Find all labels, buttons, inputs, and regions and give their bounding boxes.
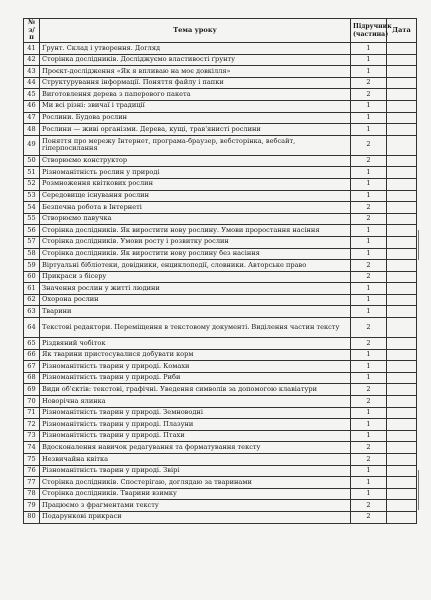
textbook-part: 2 bbox=[351, 396, 387, 408]
lesson-date bbox=[387, 500, 417, 512]
lesson-topic: Сторінка дослідників. Спостерігаю, доглядаю за тваринами bbox=[40, 477, 351, 489]
lesson-topic: Різдвяний чобіток bbox=[40, 338, 351, 350]
table-row bbox=[24, 283, 417, 295]
lesson-date bbox=[387, 372, 417, 384]
lesson-topic: Безпечна робота в Інтернеті bbox=[40, 202, 351, 214]
lesson-topic: Різноманітність тварин у природі. Земноводні bbox=[40, 407, 351, 419]
lesson-topic: Сторінка дослідників. Як виростити нову рослину без насіння bbox=[40, 248, 351, 260]
lesson-date bbox=[387, 100, 417, 112]
table-row bbox=[24, 124, 417, 136]
textbook-part: 2 bbox=[351, 384, 387, 396]
header-number: № з/п bbox=[24, 19, 40, 43]
table-row bbox=[24, 178, 417, 190]
textbook-part: 2 bbox=[351, 454, 387, 466]
lesson-number: 45 bbox=[24, 89, 40, 101]
table-row bbox=[24, 500, 417, 512]
table-row bbox=[24, 155, 417, 167]
lesson-number: 49 bbox=[24, 135, 40, 155]
lesson-topic: Сторінка дослідників. Як виростити нову рослину. Умови проростання насіння bbox=[40, 225, 351, 237]
lesson-topic: Створюємо конструктор bbox=[40, 155, 351, 167]
lesson-topic: Віртуальні бібліотеки, довідники, енциклопедії, словники. Авторське право bbox=[40, 260, 351, 272]
textbook-part: 1 bbox=[351, 54, 387, 66]
textbook-part: 2 bbox=[351, 77, 387, 89]
lesson-number: 70 bbox=[24, 396, 40, 408]
table-row bbox=[24, 430, 417, 442]
textbook-part: 2 bbox=[351, 135, 387, 155]
table-row bbox=[24, 202, 417, 214]
table-row bbox=[24, 511, 417, 523]
lesson-date bbox=[387, 384, 417, 396]
textbook-part: 1 bbox=[351, 349, 387, 361]
textbook-part: 1 bbox=[351, 283, 387, 295]
lesson-topic: Створюємо павучка bbox=[40, 213, 351, 225]
lesson-date bbox=[387, 511, 417, 523]
lesson-topic: Охорона рослин bbox=[40, 294, 351, 306]
lesson-topic: Новорічна ялинка bbox=[40, 396, 351, 408]
lesson-topic: Прикраси з бісеру bbox=[40, 271, 351, 283]
lesson-topic: Тварини bbox=[40, 306, 351, 318]
lesson-date bbox=[387, 361, 417, 373]
lesson-number: 44 bbox=[24, 77, 40, 89]
lesson-topic: Поняття про мережу Інтернет, програма-браузер, вебсторінка, вебсайт, гіперпосилання bbox=[40, 135, 351, 155]
lesson-topic: Сторінка дослідників. Досліджуємо властивості ґрунту bbox=[40, 54, 351, 66]
lesson-date bbox=[387, 488, 417, 500]
lesson-date bbox=[387, 155, 417, 167]
lesson-date bbox=[387, 349, 417, 361]
textbook-part: 1 bbox=[351, 372, 387, 384]
lesson-date bbox=[387, 442, 417, 454]
lesson-topic: Розмноження квіткових рослин bbox=[40, 178, 351, 190]
textbook-part: 2 bbox=[351, 155, 387, 167]
lesson-topic: Різноманітність тварин у природі. Птахи bbox=[40, 430, 351, 442]
lesson-date bbox=[387, 167, 417, 179]
lesson-number: 68 bbox=[24, 372, 40, 384]
table-row bbox=[24, 477, 417, 489]
lesson-date bbox=[387, 202, 417, 214]
table-row bbox=[24, 384, 417, 396]
table-row bbox=[24, 372, 417, 384]
textbook-part: 1 bbox=[351, 407, 387, 419]
lesson-topic: Виготовлення дерева з паперового пакета bbox=[40, 89, 351, 101]
lesson-date bbox=[387, 430, 417, 442]
lesson-date bbox=[387, 465, 417, 477]
table-row bbox=[24, 306, 417, 318]
lesson-plan-table bbox=[23, 18, 417, 524]
lesson-number: 78 bbox=[24, 488, 40, 500]
lesson-date bbox=[387, 135, 417, 155]
table-row bbox=[24, 338, 417, 350]
lesson-date bbox=[387, 407, 417, 419]
lesson-date bbox=[387, 66, 417, 78]
table-row bbox=[24, 43, 417, 55]
lesson-number: 77 bbox=[24, 477, 40, 489]
lesson-number: 69 bbox=[24, 384, 40, 396]
table-row bbox=[24, 248, 417, 260]
table-row bbox=[24, 66, 417, 78]
textbook-part: 1 bbox=[351, 66, 387, 78]
lesson-number: 48 bbox=[24, 124, 40, 136]
lesson-number: 46 bbox=[24, 100, 40, 112]
lesson-topic: Незвичайна квітка bbox=[40, 454, 351, 466]
textbook-part: 1 bbox=[351, 248, 387, 260]
lesson-topic: Різноманітність тварин у природі. Звірі bbox=[40, 465, 351, 477]
lesson-number: 53 bbox=[24, 190, 40, 202]
scan-edge-mark bbox=[418, 470, 419, 510]
lesson-date bbox=[387, 248, 417, 260]
lesson-number: 43 bbox=[24, 66, 40, 78]
lesson-topic: Значення рослин у житті людини bbox=[40, 283, 351, 295]
textbook-part: 2 bbox=[351, 442, 387, 454]
lesson-number: 72 bbox=[24, 419, 40, 431]
table-row bbox=[24, 454, 417, 466]
lesson-topic: Ми всі різні: звичаї і традиції bbox=[40, 100, 351, 112]
header-lesson-topic: Тема уроку bbox=[40, 19, 351, 43]
textbook-part: 1 bbox=[351, 190, 387, 202]
table-header-row bbox=[24, 19, 417, 43]
table-row bbox=[24, 488, 417, 500]
lesson-number: 51 bbox=[24, 167, 40, 179]
lesson-date bbox=[387, 454, 417, 466]
lesson-number: 80 bbox=[24, 511, 40, 523]
lesson-number: 58 bbox=[24, 248, 40, 260]
table-row bbox=[24, 77, 417, 89]
textbook-part: 1 bbox=[351, 124, 387, 136]
lesson-number: 62 bbox=[24, 294, 40, 306]
lesson-date bbox=[387, 338, 417, 350]
textbook-part: 2 bbox=[351, 500, 387, 512]
lesson-number: 60 bbox=[24, 271, 40, 283]
textbook-part: 2 bbox=[351, 260, 387, 272]
lesson-topic: Проєкт-дослідження «Як я впливаю на моє довкілля» bbox=[40, 66, 351, 78]
lesson-date bbox=[387, 236, 417, 248]
textbook-part: 2 bbox=[351, 511, 387, 523]
table-row bbox=[24, 213, 417, 225]
lesson-topic: Різноманітність рослин у природі bbox=[40, 167, 351, 179]
textbook-part: 2 bbox=[351, 89, 387, 101]
table-row bbox=[24, 349, 417, 361]
table-row bbox=[24, 318, 417, 338]
textbook-part: 1 bbox=[351, 361, 387, 373]
lesson-date bbox=[387, 260, 417, 272]
lesson-date bbox=[387, 54, 417, 66]
lesson-number: 52 bbox=[24, 178, 40, 190]
textbook-part: 2 bbox=[351, 202, 387, 214]
lesson-number: 47 bbox=[24, 112, 40, 124]
table-row bbox=[24, 135, 417, 155]
lesson-number: 57 bbox=[24, 236, 40, 248]
lesson-date bbox=[387, 190, 417, 202]
lesson-number: 65 bbox=[24, 338, 40, 350]
lesson-number: 56 bbox=[24, 225, 40, 237]
lesson-date bbox=[387, 178, 417, 190]
textbook-part: 1 bbox=[351, 488, 387, 500]
lesson-number: 59 bbox=[24, 260, 40, 272]
table-row bbox=[24, 294, 417, 306]
lesson-topic: Текстові редактори. Переміщення в текстовому документі. Виділення частин тексту bbox=[40, 318, 351, 338]
lesson-number: 61 bbox=[24, 283, 40, 295]
table-row bbox=[24, 465, 417, 477]
lesson-date bbox=[387, 419, 417, 431]
lesson-topic: Різноманітність тварин у природі. Плазуни bbox=[40, 419, 351, 431]
lesson-date bbox=[387, 294, 417, 306]
lesson-topic: Види об'єктів: текстові, графічні. Уведення символів за допомогою клавіатури bbox=[40, 384, 351, 396]
table-body bbox=[24, 43, 417, 524]
table-row bbox=[24, 419, 417, 431]
lesson-topic: Різноманітність тварин у природі. Комахи bbox=[40, 361, 351, 373]
table-row bbox=[24, 396, 417, 408]
table-row bbox=[24, 442, 417, 454]
lesson-date bbox=[387, 396, 417, 408]
lesson-date bbox=[387, 112, 417, 124]
lesson-topic: Ґрунт. Склад і утворення. Догляд bbox=[40, 43, 351, 55]
textbook-part: 1 bbox=[351, 477, 387, 489]
lesson-date bbox=[387, 77, 417, 89]
table-row bbox=[24, 260, 417, 272]
lesson-date bbox=[387, 318, 417, 338]
textbook-part: 1 bbox=[351, 178, 387, 190]
table-row bbox=[24, 100, 417, 112]
textbook-part: 1 bbox=[351, 236, 387, 248]
lesson-date bbox=[387, 124, 417, 136]
lesson-date bbox=[387, 213, 417, 225]
textbook-part: 1 bbox=[351, 306, 387, 318]
lesson-number: 55 bbox=[24, 213, 40, 225]
header-date: Дата bbox=[387, 19, 417, 43]
lesson-number: 67 bbox=[24, 361, 40, 373]
textbook-part: 1 bbox=[351, 225, 387, 237]
textbook-part: 1 bbox=[351, 294, 387, 306]
lesson-number: 75 bbox=[24, 454, 40, 466]
lesson-topic: Рослини. Будова рослин bbox=[40, 112, 351, 124]
lesson-number: 71 bbox=[24, 407, 40, 419]
table-row bbox=[24, 54, 417, 66]
lesson-date bbox=[387, 43, 417, 55]
table-row bbox=[24, 112, 417, 124]
table-row bbox=[24, 225, 417, 237]
table-row bbox=[24, 190, 417, 202]
lesson-date bbox=[387, 306, 417, 318]
table-row bbox=[24, 271, 417, 283]
lesson-topic: Рослини — живі організми. Дерева, кущі, трав'янисті рослини bbox=[40, 124, 351, 136]
textbook-part: 1 bbox=[351, 430, 387, 442]
lesson-date bbox=[387, 283, 417, 295]
lesson-topic: Подарункові прикраси bbox=[40, 511, 351, 523]
table-row bbox=[24, 236, 417, 248]
lesson-topic: Вдосконалення навичок редагування та форматування тексту bbox=[40, 442, 351, 454]
scan-edge-mark bbox=[418, 230, 419, 260]
lesson-topic: Середовище існування рослин bbox=[40, 190, 351, 202]
lesson-date bbox=[387, 271, 417, 283]
lesson-number: 54 bbox=[24, 202, 40, 214]
textbook-part: 1 bbox=[351, 112, 387, 124]
textbook-part: 2 bbox=[351, 318, 387, 338]
lesson-topic: Сторінка дослідників. Тварини взимку bbox=[40, 488, 351, 500]
lesson-date bbox=[387, 225, 417, 237]
lesson-date bbox=[387, 477, 417, 489]
lesson-topic: Структурування інформації. Поняття файлу і папки bbox=[40, 77, 351, 89]
table-row bbox=[24, 89, 417, 101]
table-row bbox=[24, 167, 417, 179]
textbook-part: 2 bbox=[351, 338, 387, 350]
lesson-number: 76 bbox=[24, 465, 40, 477]
textbook-part: 2 bbox=[351, 271, 387, 283]
header-textbook-part: Підручник (частина) bbox=[351, 19, 387, 43]
lesson-number: 41 bbox=[24, 43, 40, 55]
textbook-part: 1 bbox=[351, 100, 387, 112]
lesson-topic: Працюємо з фрагментами тексту bbox=[40, 500, 351, 512]
textbook-part: 1 bbox=[351, 419, 387, 431]
textbook-part: 1 bbox=[351, 465, 387, 477]
lesson-number: 66 bbox=[24, 349, 40, 361]
lesson-number: 79 bbox=[24, 500, 40, 512]
lesson-number: 63 bbox=[24, 306, 40, 318]
table-row bbox=[24, 361, 417, 373]
lesson-date bbox=[387, 89, 417, 101]
lesson-number: 73 bbox=[24, 430, 40, 442]
lesson-number: 64 bbox=[24, 318, 40, 338]
lesson-number: 42 bbox=[24, 54, 40, 66]
lesson-topic: Сторінка дослідників. Умови росту і розвитку рослин bbox=[40, 236, 351, 248]
textbook-part: 1 bbox=[351, 167, 387, 179]
lesson-number: 50 bbox=[24, 155, 40, 167]
lesson-topic: Як тварини пристосувалися добувати корм bbox=[40, 349, 351, 361]
textbook-part: 1 bbox=[351, 43, 387, 55]
lesson-topic: Різноманітність тварин у природі. Риби bbox=[40, 372, 351, 384]
table-row bbox=[24, 407, 417, 419]
textbook-part: 2 bbox=[351, 213, 387, 225]
lesson-number: 74 bbox=[24, 442, 40, 454]
